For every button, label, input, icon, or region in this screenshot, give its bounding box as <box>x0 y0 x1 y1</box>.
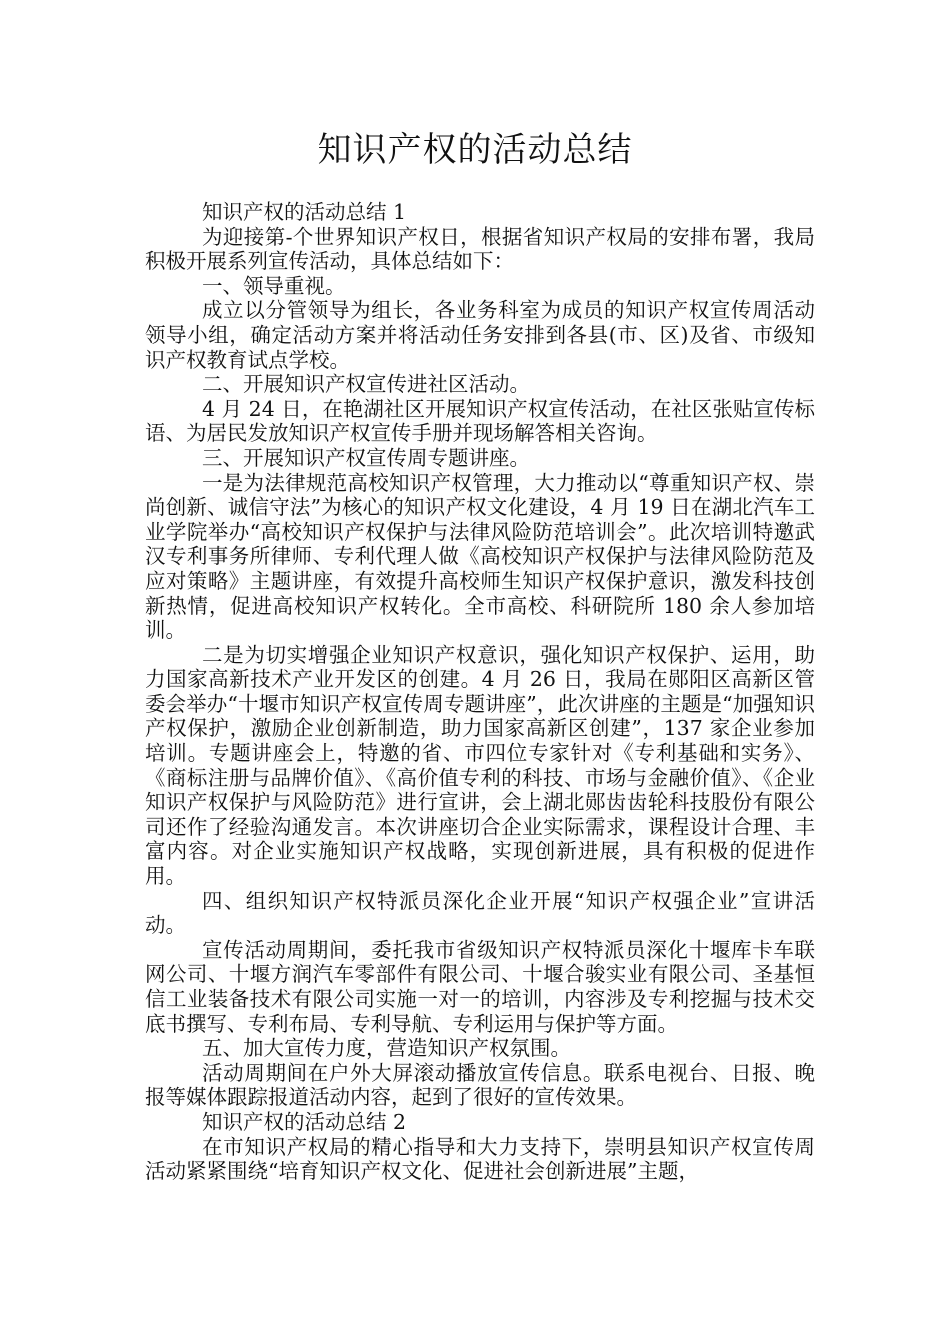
paragraph: 4 月 24 日，在艳湖社区开展知识产权宣传活动，在社区张贴宣传标语、为居民发放知识产权宣传手册并现场解答相关咨询。 <box>145 396 815 446</box>
subheading: 一、领导重视。 <box>202 273 346 298</box>
document-title: 知识产权的活动总结 <box>317 130 633 170</box>
subheading: 五、加大宣传力度，营造知识产权氛围。 <box>202 1036 571 1061</box>
paragraph: 宣传活动周期间，委托我市省级知识产权特派员深化十堰库卡车联网公司、十堰方润汽车零部件有限公司、十堰合骏实业有限公司、圣基恒信工业装备技术有限公司实施一对一的培训，内容涉及专利挖掘与技术交底书撰写、专利布局、专利导航、专利运用与保护等方面。 <box>145 937 815 1036</box>
paragraph: 活动周期间在户外大屏滚动播放宣传信息。联系电视台、日报、晚报等媒体跟踪报道活动内容，起到了很好的宣传效果。 <box>145 1060 815 1110</box>
subheading: 四、组织知识产权特派员深化企业开展“知识产权强企业”宣讲活动。 <box>145 888 815 938</box>
paragraph: 为迎接第-个世界知识产权日，根据省知识产权局的安排布署，我局积极开展系列宣传活动，具体总结如下： <box>145 224 815 274</box>
document-body <box>145 200 815 1184</box>
section-heading-1: 知识产权的活动总结 1 <box>202 200 407 224</box>
paragraph: 成立以分管领导为组长，各业务科室为成员的知识产权宣传周活动领导小组，确定活动方案并将活动任务安排到各县(市、区)及省、市级知识产权教育试点学校。 <box>145 298 815 372</box>
section-heading-2: 知识产权的活动总结 2 <box>202 1109 407 1134</box>
paragraph: 在市知识产权局的精心指导和大力支持下，崇明县知识产权宣传周活动紧紧围绕“培育知识产权文化、促进社会创新进展”主题， <box>145 1134 815 1184</box>
subheading: 三、开展知识产权宣传周专题讲座。 <box>202 445 530 470</box>
paragraph: 二是为切实增强企业知识产权意识，强化知识产权保护、运用，助力国家高新技术产业开发区的创建。4 月 26 日，我局在郧阳区高新区管委会举办“十堰市知识产权宣传周专题讲座”，此次讲座的主题是“加强知识产权保护，激励企业创新制造，助力国家高新区创建”，137 家企业参加培训。专题讲座会上，特邀的省、市四位专家针对《专利基础和实务》、《商标注册与品牌价值》、《高价值专利的科技、市场与金融价值》、《企业知识产权保护与风险防范》进行宣讲，会上湖北郧齿齿轮科技股份有限公司还作了经验沟通发言。本次讲座切合企业实际需求，课程设计合理、丰富内容。对企业实施知识产权战略，实现创新进展，具有积极的促进作用。 <box>145 642 815 889</box>
subheading: 二、开展知识产权宣传进社区活动。 <box>202 372 530 397</box>
paragraph: 一是为法律规范高校知识产权管理，大力推动以“尊重知识产权、崇尚创新、诚信守法”为核心的知识产权文化建设，4 月 19 日在湖北汽车工业学院举办“高校知识产权保护与法律风险防范培训会”。此次培训特邀武汉专利事务所律师、专利代理人做《高校知识产权保护与法律风险防范及应对策略》主题讲座，有效提升高校师生知识产权保护意识，激发科技创新热情，促进高校知识产权转化。全市高校、科研院所 180 余人参加培训。 <box>145 470 815 643</box>
